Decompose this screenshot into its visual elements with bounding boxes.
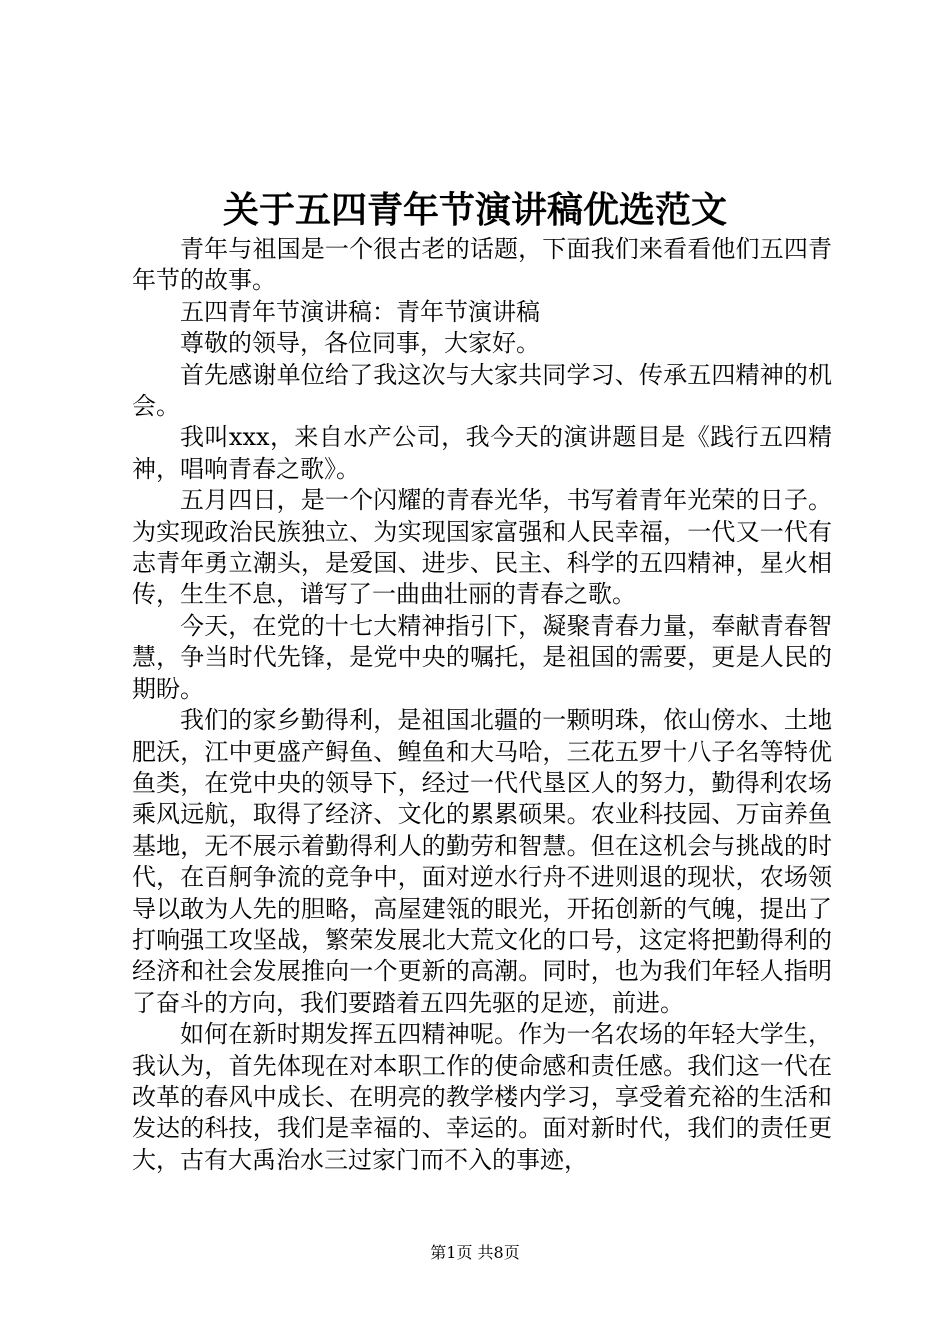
paragraph: 五月四日，是一个闪耀的青春光华，书写着青年光荣的日子。为实现政治民族独立、为实现国家富强和人民幸福，一代又一代有志青年勇立潮头，是爱国、进步、民主、科学的五四精神，星火相传，生生不息，谱写了一曲曲壮丽的青春之歌。	[132, 486, 832, 609]
page-footer: 第1页 共8页	[430, 1243, 520, 1262]
paragraph: 首先感谢单位给了我这次与大家共同学习、传承五四精神的机会。	[132, 360, 832, 421]
paragraph: 青年与祖国是一个很古老的话题，下面我们来看看他们五四青年节的故事。	[132, 235, 832, 295]
paragraph: 如何在新时期发挥五四精神呢。作为一名农场的年轻大学生，我认为，首先体现在对本职工作的使命感和责任感。我们这一代在改革的春风中成长、在明亮的教学楼内学习，享受着充裕的生活和发达的科技，我们是幸福的、幸运的。面对新时代，我们的责任更大，古有大禹治水三过家门而不入的事迹，	[132, 1020, 832, 1174]
document-body	[132, 234, 832, 1176]
paragraph: 我们的家乡勤得利，是祖国北疆的一颗明珠，依山傍水、土地肥沃，江中更盛产鲟鱼、鳇鱼和大马哈，三花五罗十八子名等特优鱼类，在党中央的领导下，经过一代代垦区人的努力，勤得利农场乘风远航，取得了经济、文化的累累硕果。农业科技园、万亩养鱼基地，无不展示着勤得利人的勤劳和智慧。但在这机会与挑战的时代，在百舸争流的竞争中，面对逆水行舟不进则退的现状，农场领导以敢为人先的胆略，高屋建瓴的眼光，开拓创新的气魄，提出了打响强工攻坚战，繁荣发展北大荒文化的口号，这定将把勤得利的经济和社会发展推向一个更新的高潮。同时，也为我们年轻人指明了奋斗的方向，我们要踏着五四先驱的足迹，前进。	[132, 706, 832, 1017]
paragraph: 今天，在党的十七大精神指引下，凝聚青春力量，奉献青春智慧，争当时代先锋，是党中央的嘱托，是祖国的需要，更是人民的期盼。	[132, 611, 832, 703]
paragraph: 我叫xxx，来自水产公司，我今天的演讲题目是《践行五四精神，唱响青春之歌》。	[132, 423, 832, 483]
paragraph: 尊敬的领导，各位同事，大家好。	[180, 329, 540, 358]
paragraph: 五四青年节演讲稿：青年节演讲稿	[180, 297, 540, 326]
document-title: 关于五四青年节演讲稿优选范文	[222, 189, 727, 231]
